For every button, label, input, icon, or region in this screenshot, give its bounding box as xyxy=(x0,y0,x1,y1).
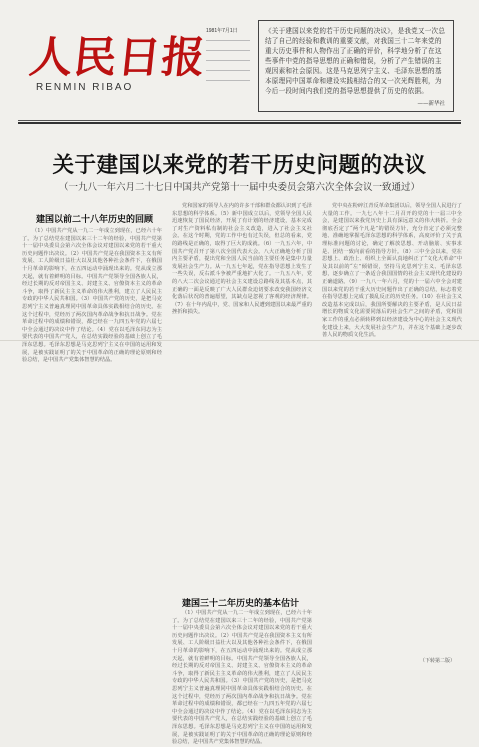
article-text: （1）中国共产党从一九二一年成立到现在，已经六十年了。为了总结党在建国以来三十二年的经验，中国共产党第十一届中央委员会第六次全体会议对建国以来党的若干重大历史问题作出决议。（2）中国共产党是在我国资本主义有所发展、工人阶级日益壮大以及其他各种社会条件下，在俄国十月革命的影响下，在五四运动中涌现出来的。党从成立那天起，就有着鲜明的目标。中国共产党领导全国各族人民，经过长期的反对帝国主义、封建主义、官僚资本主义的革命斗争，取得了新民主主义革命的伟大胜利，建立了人民民主专政的中华人民共和国。（3）中国共产党的历史，是把马克思列宁主义普遍真理同中国革命具体实践相结合的历史。在这个过程中，党经历了两次国内革命战争和抗日战争。党在革命过程中的成绩和错误，都已经在一九四五年党的六届七中全会通过的决议中作了结论。（4）党在以毛泽东同志为主要代表的中国共产党人，在总结实践经验的基础上创立了毛泽东思想。毛泽东思想是马克思列宁主义在中国的运用和发展，是被实践证明了的关于中国革命的正确的理论原则和经验总结，是中国共产党集体智慧的结晶。 xyxy=(172,610,312,746)
page-fold xyxy=(0,340,479,341)
issue-date: 1981年7月1日 xyxy=(206,28,238,34)
continued-note: （下转第二版） xyxy=(419,658,455,664)
issue-info xyxy=(206,28,250,90)
issue-info-line xyxy=(206,74,250,81)
quotation-signature: ——新华社 xyxy=(417,101,445,107)
masthead-rule-thick xyxy=(18,122,461,124)
issue-info-line xyxy=(206,54,250,61)
issue-info-line xyxy=(206,44,250,51)
section-heading: 建国三十二年历史的基本估计 xyxy=(182,599,300,609)
article-column-3 xyxy=(322,203,462,658)
article-column-1 xyxy=(22,228,162,648)
newspaper-logo-pinyin: RENMIN RIBAO xyxy=(36,82,134,93)
issue-info-line xyxy=(206,64,250,71)
quotation-text: 《关于建国以来党的若干历史问题的决议》，是我党又一次总结了自己的经验和教训的重要文献，对我国三十二年来党的重大历史事件和人物作出了正确的评价，科学地分析了在这些事件中党的指导思想的正确和错误，分析了产生错误的主观因素和社会原因。这是马克思列宁主义、毛泽东思想的基本原理同中国革命和建设实践相结合的又一次光辉胜利，为今后一段时间内我们党的指导思想提供了历史的依据。 xyxy=(265,27,446,95)
issue-info-line xyxy=(206,34,250,41)
article-text: 党中央在粉碎江青反革命集团以后，领导全国人民进行了大量的工作。一九七八年十二月召开的党的十一届三中全会，是建国以来我党历史上具有深远意义的伟大转折。全会彻底否定了“两个凡是”的错误方针，充分肯定了必须完整地、准确地掌握毛泽东思想的科学体系，高度评价了关于真理标准问题的讨论，确定了解放思想、开动脑筋、实事求是、团结一致向前看的指导方针。（8）三中全会以来，党在思想上、政治上、组织上全面认真地纠正了“文化大革命”中及其以前的“左”倾错误，坚持马克思列宁主义、毛泽东思想，逐步确立了一条适合我国国情的社会主义现代化建设的正确道路。（9）一九八一年六月，党的十一届六中全会对建国以来党的若干重大历史问题作出了正确的总结，标志着党在指导思想上完成了拨乱反正的历史任务。（10）在社会主义改造基本完成以后，我国所要解决的主要矛盾，是人民日益增长的物质文化需要同落后的社会生产之间的矛盾，党和国家工作的重点必须转移到以经济建设为中心的社会主义现代化建设上来，大大发展社会生产力，并在这个基础上逐步改善人民的物质文化生活。 xyxy=(322,203,462,339)
article-column-2 xyxy=(172,203,312,583)
headline: 关于建国以来党的若干历史问题的决议 xyxy=(52,153,427,178)
article-text: （1）中国共产党从一九二一年成立到现在，已经六十年了。为了总结党在建国以来三十二年的经验，中国共产党第十一届中央委员会第六次全体会议对建国以来党的若干重大历史问题作出决议。（2）中国共产党是在我国资本主义有所发展、工人阶级日益壮大以及其他各种社会条件下，在俄国十月革命的影响下，在五四运动中涌现出来的。党从成立那天起，就有着鲜明的目标。中国共产党领导全国各族人民，经过长期的反对帝国主义、封建主义、官僚资本主义的革命斗争，取得了新民主主义革命的伟大胜利，建立了人民民主专政的中华人民共和国。（3）中国共产党的历史，是把马克思列宁主义普遍真理同中国革命具体实践相结合的历史。在这个过程中，党经历了两次国内革命战争和抗日战争。党在革命过程中的成绩和错误，都已经在一九四五年党的六届七中全会通过的决议中作了结论。（4）党在以毛泽东同志为主要代表的中国共产党人，在总结实践经验的基础上创立了毛泽东思想。毛泽东思想是马克思列宁主义在中国的运用和发展，是被实践证明了的关于中国革命的正确的理论原则和经验总结，是中国共产党集体智慧的结晶。 xyxy=(22,228,162,364)
masthead-rule xyxy=(18,120,461,121)
article-column-2b xyxy=(172,610,312,746)
quotation-box xyxy=(258,20,454,112)
section-heading: 建国以前二十八年历史的回顾 xyxy=(36,215,154,225)
headline-subtitle: （一九八一年六月二十七日中国共产党第十一届中央委员会第六次全体会议一致通过） xyxy=(58,182,420,193)
newspaper-logo: 人民日报 xyxy=(27,33,209,83)
article-text: 党和国家的领导人在内的许多干部和群众都认识到了毛泽东思想的科学体系。（5）新中国成立以后，党领导全国人民迅速恢复了国民经济，开展了有计划的经济建设，基本完成了对生产资料私有制的社会主义改造，进入了社会主义社会。在这个时期，党的工作中也有过失误，但总的看来，党的路线是正确的，取得了巨大的成就。（6）一九五六年，中国共产党召开了第八次全国代表大会。八大正确地分析了国内主要矛盾，提出党和全国人民当前的主要任务是集中力量发展社会生产力。从一九五七年起，党在指导思想上发生了一些失误，反右派斗争被严重地扩大化了。一九五八年，党的八大二次会议通过的社会主义建设总路线及其基本点，其正确的一面是反映了广大人民群众迫切要求改变我国经济文化落后状况的普遍愿望，其缺点是忽视了客观的经济规律。（7）在十年内乱中，党、国家和人民遭到建国以来最严重的挫折和损失。 xyxy=(172,203,312,316)
